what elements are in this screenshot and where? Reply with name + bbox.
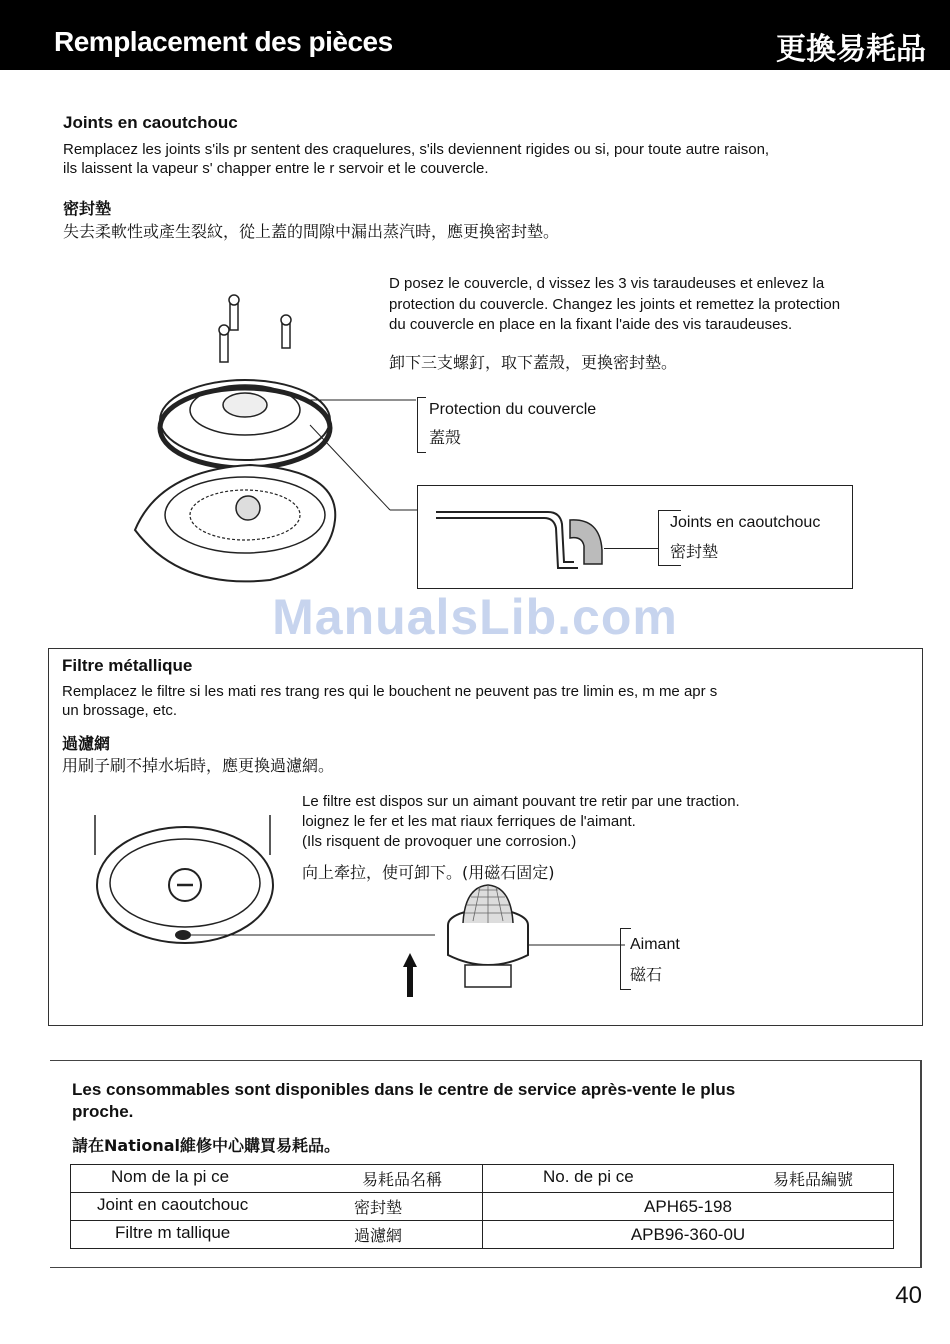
filter-text-zh: 用刷子刷不掉水垢時，應更換過濾網。: [62, 756, 335, 775]
magnet-label-fr: Aimant: [630, 936, 680, 953]
consumables-text-fr-1: Les consommables sont disponibles dans le centre de service après-vente le plus: [72, 1080, 736, 1099]
joints-instr-fr-3: du couvercle en place en la fixant l'aide des vis taraudeuses.: [389, 316, 793, 333]
filter-instr-fr-3: (Ils risquent de provoquer une corrosion.): [302, 833, 577, 850]
consumables-text-fr-2: proche.: [72, 1102, 134, 1121]
seal-label-line: [604, 548, 659, 549]
consumables-text-zh: 請在National維修中心購買易耗品。: [72, 1136, 340, 1155]
header-no-cell: [483, 1165, 894, 1193]
joints-text-fr-1: Remplacez les joints s'ils pr sentent des craquelures, s'ils deviennent rigides ou si, pour toute autre raison,: [63, 141, 770, 158]
page-header: [0, 0, 950, 70]
joints-text-zh: 失去柔軟性或產生裂紋，從上蓋的間隙中漏出蒸汽時，應更換密封墊。: [63, 222, 560, 241]
joints-heading-zh: 密封墊: [63, 199, 112, 218]
seal-cross-section: [428, 500, 618, 580]
row-name-cell: [71, 1221, 483, 1249]
header-no-fr: No. de pi ce: [543, 1167, 634, 1186]
filter-instr-fr-2: loignez le fer et les mat riaux ferriques de l'aimant.: [302, 813, 636, 830]
row-part-no: APH65-198: [483, 1193, 894, 1221]
cover-label-fr: Protection du couvercle: [429, 401, 597, 418]
row-name-zh: 密封墊: [353, 1198, 402, 1217]
header-title-fr: Remplacement des pièces: [54, 26, 393, 57]
magnet-label-zh: 磁石: [630, 965, 663, 984]
header-name-cell: [71, 1165, 483, 1193]
seal-label-fr: Joints en caoutchouc: [670, 514, 821, 531]
cover-label-zh: 蓋殼: [429, 428, 462, 447]
filter-illustration: [85, 815, 625, 1005]
header-name-zh: 易耗品名稱: [361, 1170, 442, 1189]
seal-detail-box: [417, 485, 853, 589]
header-title-zh: 更換易耗品: [776, 32, 926, 67]
row-name-cell: [71, 1193, 483, 1221]
callout-lines: [300, 395, 430, 515]
parts-table: [70, 1164, 894, 1249]
filter-text-fr-2: un brossage, etc.: [62, 702, 178, 719]
row-part-no: APB96-360-0U: [483, 1221, 894, 1249]
joints-instr-fr-2: protection du couvercle. Changez les joints et remettez la protection: [389, 296, 841, 313]
table-row: [71, 1193, 894, 1221]
seal-label-zh: 密封墊: [670, 542, 719, 561]
header-name-fr: Nom de la pi ce: [111, 1167, 230, 1186]
joints-heading-fr: Joints en caoutchouc: [63, 113, 238, 132]
header-no-zh: 易耗品編號: [772, 1170, 853, 1189]
filter-instr-zh: 向上牽拉，使可卸下。(用磁石固定): [302, 863, 555, 882]
filter-heading-fr: Filtre métallique: [62, 656, 193, 675]
row-name-fr: Joint en caoutchouc: [97, 1195, 249, 1214]
page-number: 40: [895, 1282, 922, 1309]
watermark: ManualsLib.com: [272, 589, 678, 645]
filter-heading-zh: 過濾網: [62, 734, 111, 753]
row-name-fr: Filtre m tallique: [115, 1223, 231, 1242]
filter-instr-fr-1: Le filtre est dispos sur un aimant pouvant tre retir par une traction.: [302, 793, 740, 810]
row-name-zh: 過濾網: [353, 1226, 402, 1245]
joints-instr-zh: 卸下三支螺釘，取下蓋殼，更換密封墊。: [389, 353, 678, 372]
joints-text-fr-2: ils laissent la vapeur s' chapper entre le r servoir et le couvercle.: [63, 160, 489, 177]
table-row: [71, 1221, 894, 1249]
joints-instr-fr-1: D posez le couvercle, d vissez les 3 vis taraudeuses et enlevez la: [389, 275, 825, 292]
cover-label-bracket: [417, 397, 426, 453]
parts-table-header: [71, 1165, 894, 1193]
filter-text-fr-1: Remplacez le filtre si les mati res trang res qui le bouchent ne peuvent pas tre limin es, m me apr s: [62, 683, 718, 700]
